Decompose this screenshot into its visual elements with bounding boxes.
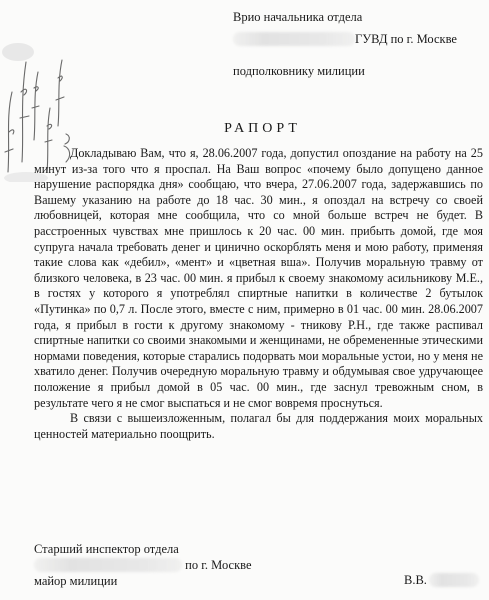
report-paragraph-conclusion: В связи с вышеизложенным, полагал бы для поддержания моих моральных ценностей материально поощрить. xyxy=(34,411,483,441)
document-title: РАПОРТ xyxy=(224,121,301,136)
recipient-position-text: Врио начальника отдела xyxy=(233,10,363,24)
signature-rank-text: майор милиции xyxy=(34,574,118,588)
recipient-position xyxy=(233,10,362,25)
signature-department-text: по г. Москве xyxy=(185,558,252,572)
report-paragraph-main: Докладываю Вам, что я, 28.06.2007 года, допустил опоздание на работу на 25 минут из-за того что я проспал. На Ваш вопрос «почему было допущено данное нарушение распорядка дня» сообщаю, что вчера, 27.06.2007 года, задержавшись по Вашему указанию на работе до 18 час. 30 мин., я опоздал на встречу со своей любовницей, которая мне сообщила, что со мной больше встреч не будет. В расстроенных чувствах мне пришлось к 20 час. 00 мин. прибыть домой, где моя супруга начала требовать денег и цинично оскорблять меня и мою работу, применяя такие слова как «дебил», «мент» и «цветная вша». Получив моральную травму от близкого человека, в 23 час. 00 мин. я прибыл к своему знакомому асильникову М.Е., в гостях у которого я употреблял спиртные напитки в количестве 2 бутылок «Путинка» по 0,7 л. После этого, вместе с ним, примерно в 01 час. 00 мин. 28.06.2007 года, я прибыл в гости к другому знакомому - тникову Р.Н., где также распивал спиртные напитки со своими знакомыми и женщинами, не обремененные этическими нормами поведения, которые старались подорвать мои моральные устои, но у меня не хватило денег. Получив очередную моральную травму и обдумывая свое удручающее положение я прибыл домой в 05 час. 00 мин., где заснул тревожным сном, в результате чего я не смог выспаться и не смог вовремя проснуться. xyxy=(34,146,483,410)
report-body xyxy=(34,146,483,442)
signature-department xyxy=(34,557,252,573)
redacted-block xyxy=(233,32,355,46)
recipient-rank-text: подполковнику милиции xyxy=(233,64,365,78)
recipient-department xyxy=(233,32,457,47)
signature-position-text: Старший инспектор отдела xyxy=(34,542,179,556)
signature-name xyxy=(404,573,479,588)
recipient-department-text: ГУВД по г. Москве xyxy=(355,32,457,46)
signature-rank xyxy=(34,573,117,589)
signature-name-text: В.В. xyxy=(404,573,427,587)
recipient-rank xyxy=(233,64,365,79)
signature-position xyxy=(34,541,179,557)
redacted-block xyxy=(34,558,182,572)
redacted-block xyxy=(429,573,479,587)
